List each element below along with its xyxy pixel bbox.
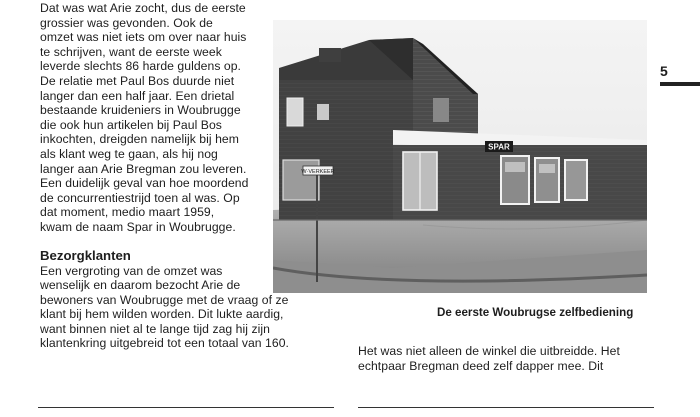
text-line: bestaande kruideniers in Woubrugge bbox=[40, 103, 241, 118]
text-line: klant bij hem wilden worden. Dit lukte aardig, bbox=[40, 307, 284, 322]
text-line: kwam de naam Spar in Woubrugge. bbox=[40, 219, 236, 234]
text-line: Dat was wat Arie zocht, dus de eerste bbox=[40, 1, 246, 15]
text-line: als klant weg te gaan, als hij nog bbox=[40, 146, 218, 161]
text-line: langer aan Arie Bregman zou leveren. bbox=[40, 161, 247, 176]
text-line: inkochten, dreigden namelijk bij hem bbox=[40, 132, 239, 147]
section-heading: Bezorgklanten bbox=[40, 247, 131, 263]
text-line: Een duidelijk geval van hoe moordend bbox=[40, 176, 249, 191]
store-photo bbox=[273, 20, 647, 293]
text-line: bewoners van Woubrugge met de vraag of ze bbox=[40, 292, 289, 307]
street-sign: W·VERKEER bbox=[301, 169, 335, 175]
text-line: langer dan een half jaar. Een drietal bbox=[40, 88, 235, 103]
text-line: grossier was gevonden. Ook de bbox=[40, 15, 213, 30]
text-line: klantenkring uitgebreid tot een totaal van 160. bbox=[40, 336, 289, 351]
right-column bbox=[358, 344, 658, 373]
footer-rule-right bbox=[358, 407, 654, 408]
text-line: de concurrentiestrijd toen al was. Op bbox=[40, 190, 240, 205]
photo-caption: De eerste Woubrugse zelfbediening bbox=[437, 306, 634, 319]
text-line: De relatie met Paul Bos duurde niet bbox=[40, 73, 235, 88]
text-line: dat moment, medio maart 1959, bbox=[40, 205, 215, 220]
footer-rule-left bbox=[38, 407, 334, 408]
text-line: wenselijk en daarom bezocht Arie de bbox=[40, 278, 241, 293]
spar-sign: SPAR bbox=[488, 142, 510, 152]
page-tab-marker bbox=[660, 82, 700, 86]
text-line: Het was niet alleen de winkel die uitbreidde. Het bbox=[358, 344, 620, 358]
text-line: echtpaar Bregman deed zelf dapper mee. Dit bbox=[358, 358, 604, 373]
text-line: die ook hun artikelen bij Paul Bos bbox=[40, 117, 222, 132]
text-line: leverde slechts 86 harde guldens op. bbox=[40, 59, 241, 74]
text-line: te schrijven, want de eerste week bbox=[40, 44, 222, 59]
text-line: Een vergroting van de omzet was bbox=[40, 263, 223, 278]
text-line: omzet was niet iets om over naar huis bbox=[40, 30, 247, 45]
page-number: 5 bbox=[660, 63, 668, 79]
text-line: want binnen niet al te lange tijd zag hij zijn bbox=[40, 321, 270, 336]
